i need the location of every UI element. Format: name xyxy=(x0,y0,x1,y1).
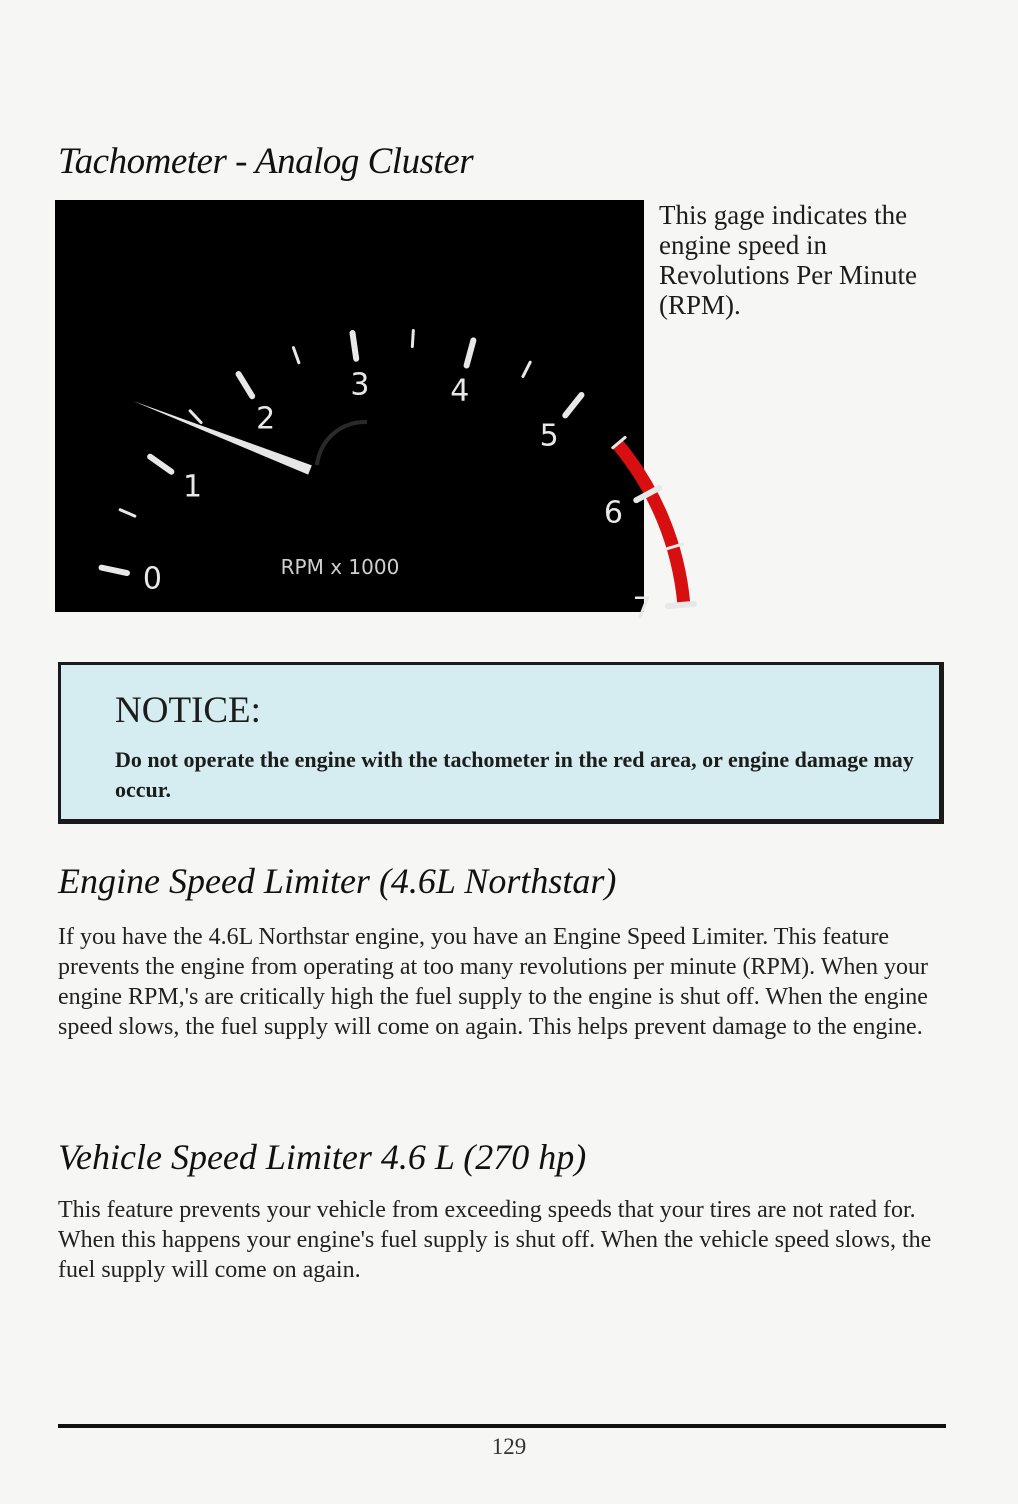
rpm-tick-label: 6 xyxy=(603,495,623,531)
major-tick xyxy=(239,374,253,396)
tachometer-gauge xyxy=(55,200,652,627)
notice-box xyxy=(58,662,944,824)
notice-heading: NOTICE: xyxy=(115,690,261,731)
needle-hub xyxy=(317,422,367,465)
rpm-tick-label: 5 xyxy=(539,418,559,454)
redline-zone xyxy=(617,444,684,605)
tachometer-caption: This gage indicates the engine speed in Revolutions Per Minute (RPM). xyxy=(659,200,917,320)
tachometer-section-title: Tachometer - Analog Cluster xyxy=(58,141,474,182)
engine-speed-limiter-title: Engine Speed Limiter (4.6L Northstar) xyxy=(58,861,617,901)
rpm-tick-label: 0 xyxy=(142,561,162,597)
notice-text: Do not operate the engine with the tachometer in the red area, or engine damage may occur. xyxy=(115,747,914,802)
page-number: 129 xyxy=(491,1434,527,1459)
major-tick xyxy=(150,457,171,472)
rpm-tick-label: 7 xyxy=(632,591,652,627)
minor-tick xyxy=(120,510,135,516)
minor-tick xyxy=(293,348,298,363)
footer-rule xyxy=(58,1424,946,1428)
major-tick xyxy=(467,340,474,365)
rpm-tick-label: 2 xyxy=(256,401,276,437)
rpm-tick-label: 3 xyxy=(350,367,370,403)
major-tick xyxy=(102,568,127,573)
vehicle-speed-limiter-title: Vehicle Speed Limiter 4.6 L (270 hp) xyxy=(58,1137,587,1177)
minor-tick xyxy=(523,362,530,376)
tachometer-illustration xyxy=(55,200,652,627)
major-tick xyxy=(565,395,581,415)
rpm-tick-label: 1 xyxy=(183,469,203,505)
engine-speed-limiter-text: If you have the 4.6L Northstar engine, you have an Engine Speed Limiter. This feature prevents the engine from operating at too many revolutions per minute (RPM). When your engine RPM,'s are critically high the fuel supply to the engine is shut off. When the engine speed slows, the fuel supply will come on again. This helps prevent damage to the engine. xyxy=(58,924,929,1040)
vehicle-speed-limiter-text: This feature prevents your vehicle from exceeding speeds that your tires are not rated for. When this happens your engine's fuel supply is shut off. When the vehicle speed slows, the fuel supply will come on again. xyxy=(58,1197,932,1283)
rpm-tick-label: 4 xyxy=(450,373,470,409)
minor-tick xyxy=(412,331,413,347)
minor-tick xyxy=(190,411,201,423)
major-tick xyxy=(353,333,357,359)
rpm-unit-label: RPM x 1000 xyxy=(280,555,400,579)
major-tick xyxy=(668,604,694,606)
